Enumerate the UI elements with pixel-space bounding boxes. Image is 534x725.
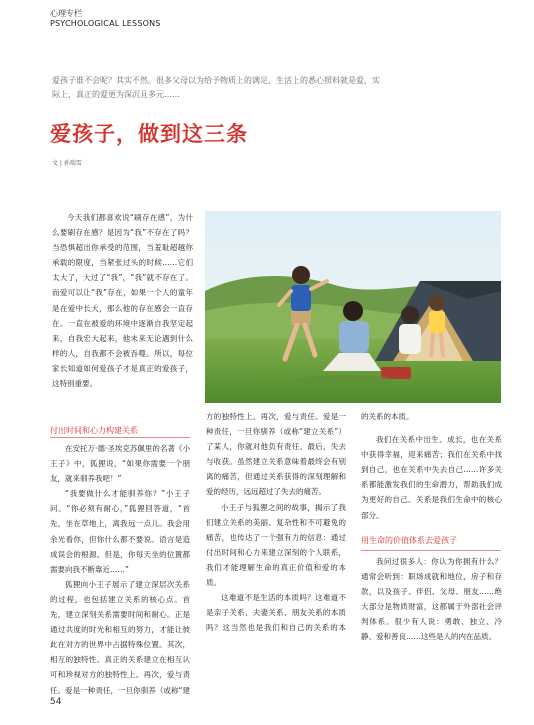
family-camping-photo xyxy=(205,211,501,403)
section-heading-time-and-effort: 付出时间和心力构建关系 xyxy=(50,426,138,435)
column-name: 心理专栏 xyxy=(50,9,82,18)
body-column-3 xyxy=(361,409,502,644)
section-divider xyxy=(361,550,501,551)
article-title: 爱孩子，做到这三条 xyxy=(50,122,248,146)
photo-illustration xyxy=(205,211,501,403)
paragraph: 这难道不是生活的本质吗？这难道不是亲子关系、夫妻关系、朋友关系的本质吗？这当然也是我们和自己的关系的本 xyxy=(206,593,346,633)
paragraph-continued: 方的独特性上。再次，爱与责任。爱是一种责任，一旦你驯养（或称“建立关系”）了某人，你就对他负有责任。最后，失去与收获。虽然建立关系意味着最终会有别离的痛苦，但通过关系获得的深刻理解和爱的经历，远远超过了失去的痛苦。 xyxy=(206,412,346,497)
body-column-2 xyxy=(206,409,346,635)
body-column-1 xyxy=(50,441,190,698)
paragraph-continued: 的关系的本质。 xyxy=(361,412,414,421)
lead-paragraph: 爱孩子谁不会呢？其实不然。很多父母以为给予物质上的满足、生活上的悉心照料就是爱，实际上，真正的爱更为深沉且多元…… xyxy=(52,76,380,99)
paragraph: 小王子与狐狸之间的故事，揭示了我们建立关系的美丽、复杂性和不可避免的痛苦，也传达了一个强有力的信息：通过付出时间和心力来建立深刻的个人联系，我们才能理解生命的真正价值和爱的本质。 xyxy=(206,502,346,588)
paragraph: 我问过很多人：你认为你拥有什么？通常会听到：职场成就和地位，房子和存款，以及孩子、伴侣、父母、朋友……绝大部分是物质财富，这都属于外部社会评判体系。很少有人说：勇敢、独立、冷静、爱和善良……这些是人的内在品质。 xyxy=(361,556,502,642)
section-heading-value-system: 用生命的价值体系去爱孩子 xyxy=(361,535,457,545)
paragraph: 在安托万·德·圣埃克苏佩里的名著《小王子》中，狐狸说，“如果你需要一个朋友，就来驯养我吧！” xyxy=(50,444,190,484)
paragraph: “我要做什么才能驯养你？”小王子问。“你必须有耐心，”狐狸回答道，“首先，坐在草地上，离我远一点儿。我会用余光看你，但你什么都不要说。语言是造成误会的根源。但是，你每天坐的位置都需要向我不断靠近……” xyxy=(50,489,190,574)
column-name-en: PSYCHOLOGICAL LESSONS xyxy=(50,19,161,28)
byline: 文 | 孙瑞雪 xyxy=(52,160,82,167)
page-number: 54 xyxy=(50,697,62,707)
intro-text: 今天我们都喜欢说“刷存在感”，为什么要刷存在感？是因为“我”不存在了吗？当恐惧超出你承受的范围，当羞耻超越你承载的限度，当紧张过头的时候……它们太大了，大过了“我”，“我”就不存在了。而爱可以让“我”存在，如果一个人的童年是在爱中长大，那么他的存在感会一直存在。一直在被爱的环境中逐渐自我坚定起来，自我宏大起来，他未来无论遇到什么样的人，自我都不会被吞噬。所以，每位家长知道如何爱孩子才是真正的爱孩子，这特别重要。 xyxy=(52,213,193,389)
section-divider xyxy=(50,437,190,438)
paragraph: 狐狸向小王子展示了建立深层次关系的过程，也包括建立关系的核心点。首先，建立深刻关系需要时间和耐心。正是通过共度的时光和相互的努力，才能让彼此在对方的世界中占据特殊位置。其次，相互的独特性。真正的关系建立在相互认可和珍视对方的独特性上。再次，爱与责任。爱是一种责任，一旦你驯养（或称“建 xyxy=(50,579,190,695)
paragraph: 我们在关系中出生、成长，也在关系中获得幸福，迎来痛苦；我们在关系中找到自己，也在关系中失去自己……许多关系都能激发我们的生命潜力，帮助我们成为更好的自己。关系是我们生命中的核心部分。 xyxy=(361,435,502,520)
intro-paragraph xyxy=(52,210,193,391)
